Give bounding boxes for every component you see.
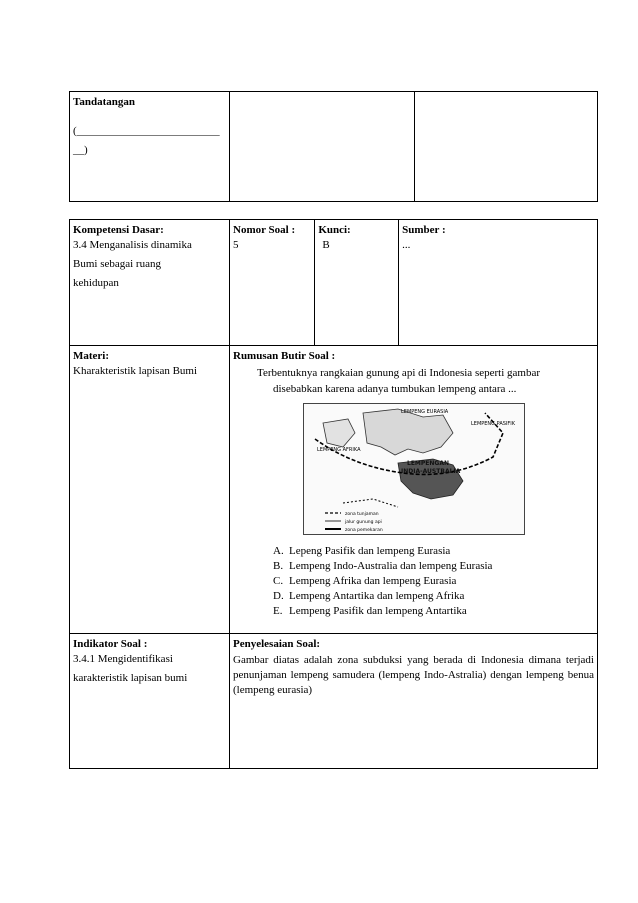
- sumber-value: ...: [402, 239, 411, 251]
- map-legend-1: zona tunjaman: [345, 512, 379, 517]
- map-label-afrika: LEMPENG AFRIKA: [317, 447, 361, 453]
- option-c[interactable]: C. Lempeng Afrika dan lempeng Eurasia: [273, 575, 457, 587]
- option-e[interactable]: E. Lempeng Pasifik dan lempeng Antartika: [273, 605, 467, 617]
- plate-tectonics-map: [303, 403, 525, 535]
- signature-line: (__________________________: [73, 125, 220, 137]
- materi-label: Materi:: [73, 350, 110, 362]
- option-d[interactable]: D. Lempeng Antartika dan lempeng Afrika: [273, 590, 465, 602]
- empty-cell-2: [415, 92, 598, 202]
- indikator-line2: karakteristik lapisan bumi: [73, 672, 188, 684]
- question-line1: Terbentuknya rangkaian gunung api di Indonesia seperti gambar: [257, 367, 540, 379]
- penyelesaian-cell: [230, 634, 598, 769]
- signature-label: Tandatangan: [73, 96, 135, 108]
- question-line2: disebabkan karena adanya tumbukan lempeng antara ...: [273, 383, 517, 395]
- kompetensi-dasar-label: Kompetensi Dasar:: [73, 224, 164, 236]
- nomor-soal-value: 5: [233, 239, 239, 251]
- map-legend-2: jalur gunung api: [345, 520, 382, 525]
- option-a[interactable]: A. Lepeng Pasifik dan lempeng Eurasia: [273, 545, 451, 557]
- header-right-cell: [230, 220, 598, 346]
- map-label-pasifik: LEMPENG PASIFIK: [471, 421, 516, 427]
- kunci-value: B: [322, 239, 330, 251]
- kompetensi-dasar-line2: Bumi sebagai ruang: [73, 258, 161, 270]
- empty-cell-1: [230, 92, 415, 202]
- question-card-table: [69, 219, 598, 769]
- map-label-eurasia: LEMPENG EURASIA: [401, 409, 449, 415]
- question-text: [233, 365, 594, 397]
- signature-line-end: __): [73, 144, 88, 156]
- map-legend-3: zona pemekaran: [345, 528, 383, 533]
- kompetensi-dasar-line3: kehidupan: [73, 277, 119, 289]
- kompetensi-dasar-line1: 3.4 Menganalisis dinamika: [73, 239, 192, 251]
- signature-cell: [70, 92, 230, 202]
- materi-value: Kharakteristik lapisan Bumi: [73, 365, 198, 377]
- indikator-cell: [70, 634, 230, 769]
- map-label-indo-2: INDIA-AUSTRALIA: [401, 468, 461, 475]
- sumber-label: Sumber :: [402, 224, 446, 236]
- materi-cell: [70, 346, 230, 634]
- rumusan-label: Rumusan Butir Soal :: [233, 350, 336, 362]
- header-inner-table: [230, 220, 597, 345]
- signature-table: [69, 91, 598, 202]
- nomor-soal-cell: [230, 220, 315, 345]
- answer-options: [273, 544, 594, 619]
- indikator-line1: 3.4.1 Mengidentifikasi: [73, 653, 173, 665]
- kunci-cell: [315, 220, 399, 345]
- kompetensi-dasar-cell: [70, 220, 230, 346]
- rumusan-cell: [230, 346, 598, 634]
- penyelesaian-text: Gambar diatas adalah zona subduksi yang berada di Indonesia dimana terjadi penunjaman lempeng samudera (lempeng Indo-Astralia) dengan lempeng benua (lempeng eurasia): [233, 654, 594, 696]
- indikator-label: Indikator Soal :: [73, 638, 148, 650]
- nomor-soal-label: Nomor Soal :: [233, 224, 296, 236]
- kunci-label: Kunci:: [318, 224, 351, 236]
- sumber-cell: [399, 220, 597, 345]
- map-label-indo-1: LEMPENGAN: [407, 460, 449, 467]
- penyelesaian-label: Penyelesaian Soal:: [233, 638, 321, 650]
- option-b[interactable]: B. Lempeng Indo-Australia dan lempeng Eurasia: [273, 560, 493, 572]
